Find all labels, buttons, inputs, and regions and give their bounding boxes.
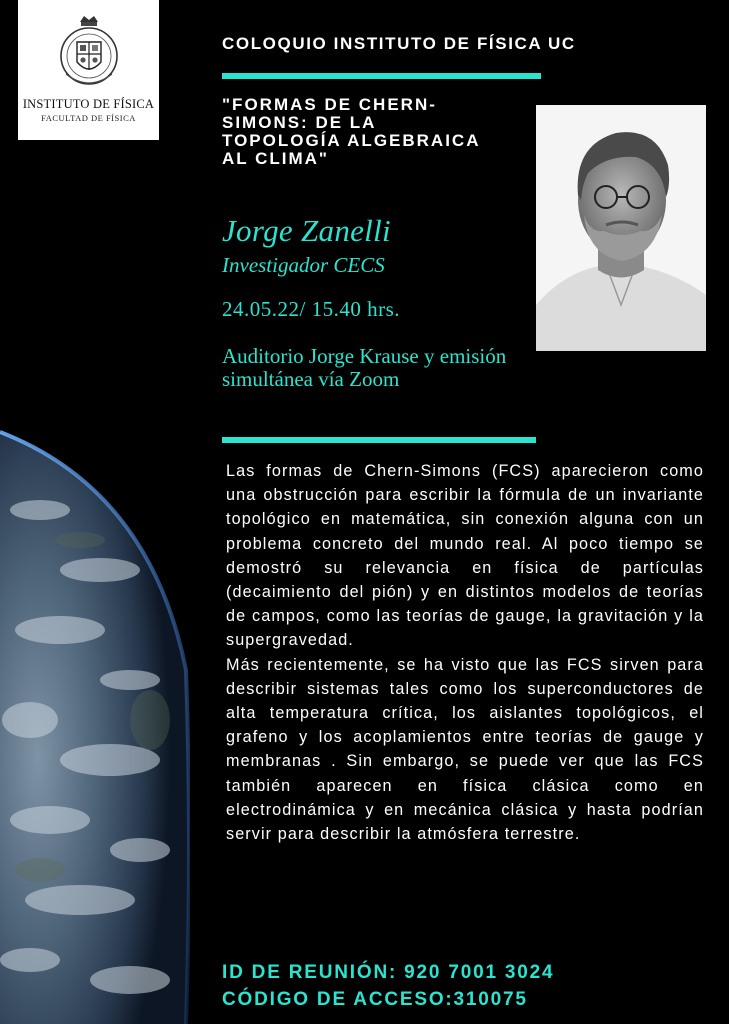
abstract (226, 459, 704, 846)
speaker-name: Jorge Zanelli (222, 213, 391, 248)
talk-title (222, 96, 522, 168)
zoom-access-code: CÓDIGO DE ACCESO:310075 (222, 989, 528, 1010)
institute-logo (18, 0, 159, 140)
abstract-paragraph: Más recientemente, se ha visto que las FCS sirven para describir sistemas tales como los superconductores de alta temperatura crítica, los aislantes topológicos, el grafeno y los acoplamientos entre teorías de gauge y membranas . Sin embargo, se puede ver que las FCS también aparecen en física clásica como en electrodinámica y en mecánica clásica y hasta podrían servir para describir la atmósfera terrestre. (226, 655, 704, 844)
university-seal-icon (58, 14, 120, 94)
talk-title-line: TOPOLOGÍA ALGEBRAICA (222, 131, 481, 150)
event-venue: Auditorio Jorge Krause y emisión simultánea vía Zoom (222, 344, 507, 391)
logo-faculty-name: FACULTAD DE FÍSICA (41, 113, 136, 123)
talk-title-line: AL CLIMA" (222, 149, 329, 168)
event-date-time: 24.05.22/ 15.40 hrs. (222, 297, 400, 321)
accent-divider-top (222, 73, 541, 79)
talk-title-line: "FORMAS DE CHERN- (222, 95, 437, 114)
zoom-meeting-id: ID DE REUNIÓN: 920 7001 3024 (222, 962, 555, 983)
speaker-photo (536, 105, 706, 351)
colloquium-title: COLOQUIO INSTITUTO DE FÍSICA UC (222, 34, 576, 53)
speaker-affiliation: Investigador CECS (222, 253, 385, 277)
accent-divider-middle (222, 437, 536, 443)
earth-from-space-image (0, 420, 190, 1024)
logo-institute-name: INSTITUTO DE FÍSICA (22, 97, 155, 111)
talk-title-line: SIMONS: DE LA (222, 113, 377, 132)
abstract-paragraph: Las formas de Chern-Simons (FCS) aparecieron como una obstrucción para escribir la fórmula de un invariante topológico en matemática, sin conexión alguna con un problema concreto del mundo real. Al poco tiempo se demostró su relevancia en física de partículas (decaimiento del pión) y en distintos modelos de teorías de campos, como las teorías de gauge, la gravitación y la supergravedad. (226, 462, 704, 650)
